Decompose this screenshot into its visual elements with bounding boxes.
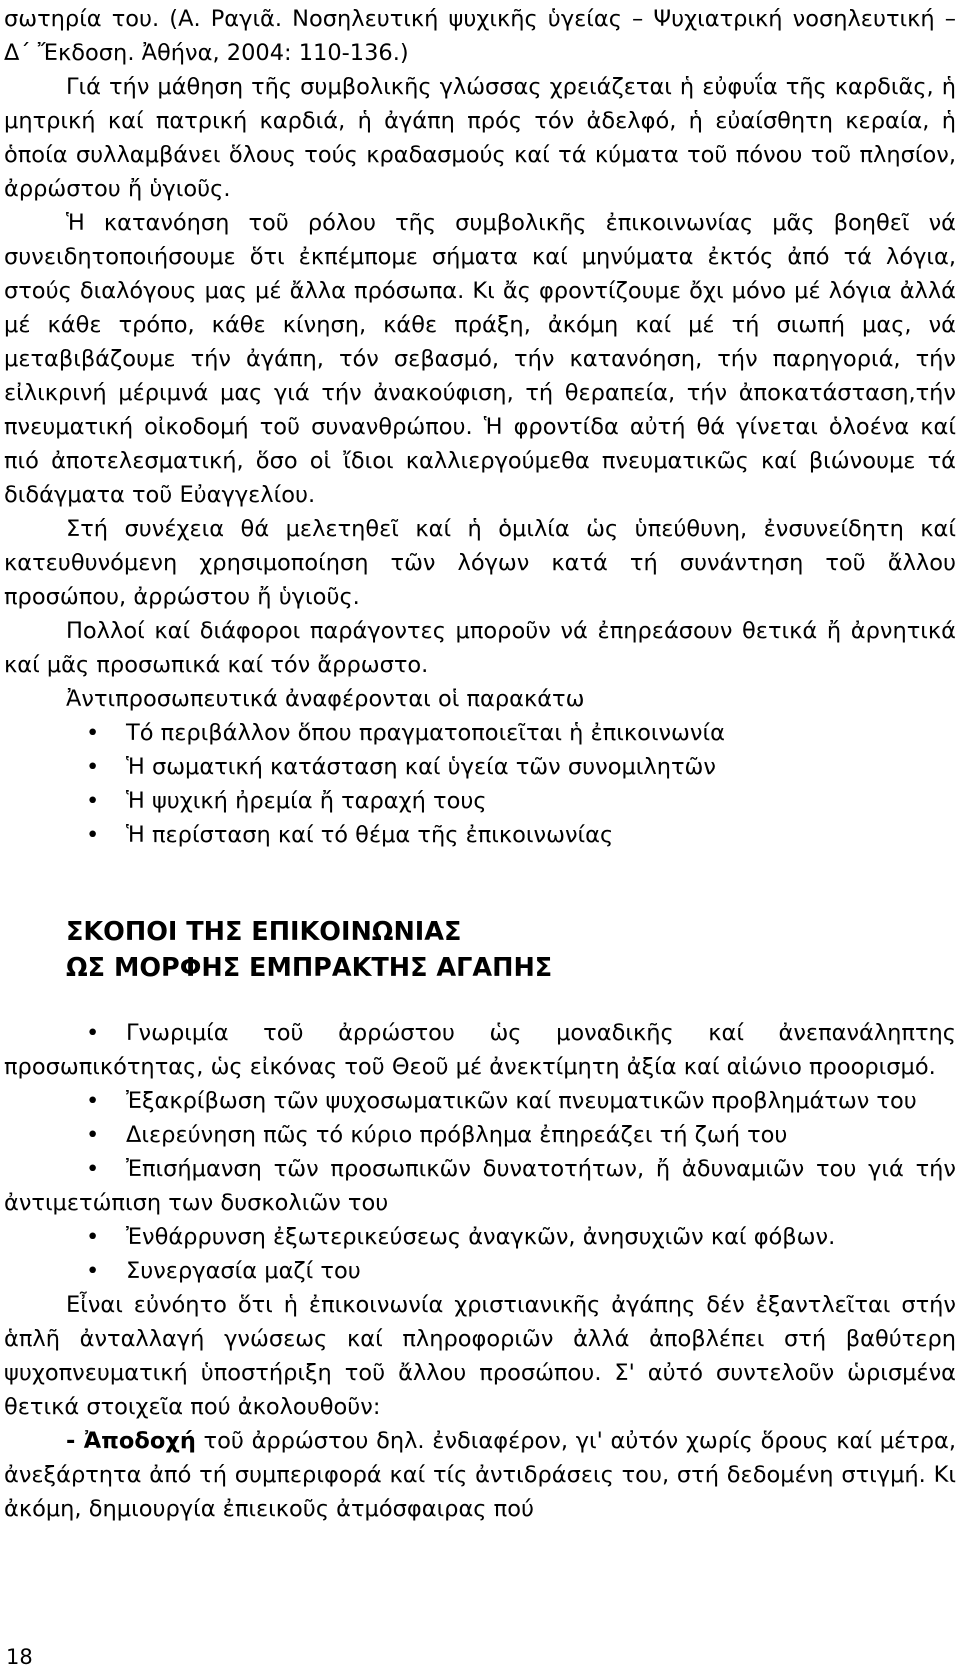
paragraph-speech: Στή συνέχεια θά μελετηθεῖ καί ἡ ὁμιλία ὡς ὑπεύθυνη, ἐνσυνείδητη καί κατευθυνόμενη χρησιμοποίηση τῶν λόγων κατά τή συνάντηση τοῦ ἄλλου προσώπου, ἀρρώστου ἤ ὑγιοῦς. — [4, 516, 956, 610]
heading-gap — [4, 986, 956, 1016]
list-item — [4, 1084, 956, 1118]
list-item — [4, 818, 956, 852]
paragraph-symbolic-language: Γιά τήν μάθηση τῆς συμβολικῆς γλώσσας χρειάζεται ἡ εὐφυΐα τῆς καρδιᾶς, ἡ μητρική καί πατρική καρδιά, ἡ ἀγάπη πρός τόν ἀδελφό, ἡ εὐαίσθητη κεραία, ἡ ὁποία συλλαμβάνει ὅλους τούς κραδασμούς καί τά κύματα τοῦ πόνου τοῦ πλησίον, ἀρρώστου ἤ ὑγιοῦς. — [4, 74, 956, 202]
list-item-text: Συνεργασία μαζί του — [126, 1258, 361, 1284]
bullet-icon: • — [86, 1258, 100, 1284]
list-item — [4, 716, 956, 750]
list-item-text: Ἐνθάρρυνση ἐξωτερικεύσεως ἀναγκῶν, ἀνησυχιῶν καί φόβων. — [126, 1224, 836, 1250]
list-item-text: Διερεύνηση πῶς τό κύριο πρόβλημα ἐπηρεάζει τή ζωή του — [126, 1122, 788, 1148]
acceptance-term: Ἀποδοχή — [83, 1428, 196, 1454]
bullet-icon: • — [86, 1156, 100, 1182]
acceptance-prefix: - — [66, 1428, 84, 1454]
list-item-text: Ἡ σωματική κατάσταση καί ὑγεία τῶν συνομιλητῶν — [126, 754, 716, 780]
list-item-text: Γνωριμία τοῦ ἀρρώστου ὡς μοναδικῆς καί ἀνεπανάληπτης προσωπικότητας, ὡς εἰκόνας τοῦ Θεοῦ μέ ἀνεκτίμητη ἀξία καί αἰώνιο προορισμό. — [4, 1020, 956, 1080]
bullet-icon: • — [86, 720, 100, 746]
section-gap — [4, 852, 956, 914]
bullet-icon: • — [86, 1088, 100, 1114]
list-item — [4, 1016, 956, 1084]
acceptance-text: τοῦ ἀρρώστου δηλ. ἐνδιαφέρον, γι' αὐτόν χωρίς ὅρους καί μέτρα, ἀνεξάρτητα ἀπό τή συμπεριφορά καί τίς ἀντιδράσεις του, στή δεδομένη στιγμή. Κι ἀκόμη, δημιουργία ἐπιεικοῦς ἀτμόσφαιρας πού — [4, 1428, 956, 1522]
bullet-icon: • — [86, 1122, 100, 1148]
list-item — [4, 1118, 956, 1152]
page-body — [4, 2, 956, 1526]
paragraph-symbolic-communication: Ἡ κατανόηση τοῦ ρόλου τῆς συμβολικῆς ἐπικοινωνίας μᾶς βοηθεῖ νά συνειδητοποιήσουμε ὅτι ἐκπέμπομε σήματα καί μηνύματα ἐκτός ἀπό τά λόγια, στούς διαλόγους μας μέ ἄλλα πρόσωπα. Κι ἄς φροντίζουμε ὄχι μόνο μέ λόγια ἀλλά μέ κάθε τρόπο, κάθε κίνηση, κάθε πράξη, ἀκόμη καί μέ τή σιωπή μας, νά μεταβιβάζουμε τήν ἀγάπη, τόν σεβασμό, τήν κατανόηση, τήν παρηγοριά, τήν εἰλικρινή μέριμνά μας γιά τήν ἀνακούφιση, τή θεραπεία, τήν ἀποκατάσταση,τήν πνευματική οἰκοδομή τοῦ συνανθρώπου. Ἡ φροντίδα αὐτή θά γίνεται ὁλοένα καί πιό ἀποτελεσματική, ὅσο οἱ ἴδιοι καλλιεργούμεθα πνευματικῶς καί βιώνουμε τά διδάγματα τοῦ Εὐαγγελίου. — [4, 210, 956, 508]
list-item — [4, 1152, 956, 1220]
paragraph-christian-love: Εἶναι εὐνόητο ὅτι ἡ ἐπικοινωνία χριστιανικῆς ἀγάπης δέν ἐξαντλεῖται στήν ἁπλῆ ἀνταλλαγή γνώσεως καί πληροφοριῶν ἀλλά ἀποβλέπει στή βαθύτερη ψυχοπνευματική ὑποστήριξη τοῦ ἄλλου προσώπου. Σ' αὐτό συντελοῦν ὡρισμένα θετικά στοιχεῖα πού ἀκολουθοῦν: — [4, 1292, 956, 1420]
list-item — [4, 750, 956, 784]
bullet-icon: • — [86, 822, 100, 848]
bullet-icon: • — [86, 754, 100, 780]
list-item — [4, 784, 956, 818]
bullet-icon: • — [86, 1224, 100, 1250]
section-heading-line-1: ΣΚΟΠΟΙ ΤΗΣ ΕΠΙΚΟΙΝΩΝΙΑΣ — [66, 917, 462, 947]
list-item-text: Τό περιβάλλον ὅπου πραγματοποιεῖται ἡ ἐπικοινωνία — [126, 720, 725, 746]
paragraph-representative: Ἀντιπροσωπευτικά ἀναφέρονται οἱ παρακάτω — [66, 686, 585, 712]
list-item-text: Ἐπισήμανση τῶν προσωπικῶν δυνατοτήτων, ἤ ἀδυναμιῶν του γιά τήν ἀντιμετώπιση των δυσκολιῶν του — [4, 1156, 956, 1216]
paragraph-acceptance — [4, 1424, 956, 1526]
factors-list — [4, 716, 956, 852]
list-item-text: Ἐξακρίβωση τῶν ψυχοσωματικῶν καί πνευματικῶν προβλημάτων του — [126, 1088, 917, 1114]
page-number: 18 — [6, 1645, 33, 1669]
section-heading-line-2: ΩΣ ΜΟΡΦΗΣ ΕΜΠΡΑΚΤΗΣ ΑΓΑΠΗΣ — [66, 953, 553, 983]
list-item — [4, 1254, 956, 1288]
goals-list — [4, 1016, 956, 1288]
paragraph-factors: Πολλοί καί διάφοροι παράγοντες μποροῦν νά ἐπηρεάσουν θετικά ἤ ἀρνητικά καί μᾶς προσωπικά καί τόν ἄρρωστο. — [4, 618, 956, 678]
list-item — [4, 1220, 956, 1254]
paragraph-citation: σωτηρία του. (Α. Ραγιᾶ. Νοσηλευτική ψυχικῆς ὑγείας – Ψυχιατρική νοσηλευτική – Δ΄ Ἔκδοση. Ἀθήνα, 2004: 110-136.) — [4, 6, 956, 66]
list-item-text: Ἡ περίσταση καί τό θέμα τῆς ἐπικοινωνίας — [126, 822, 614, 848]
bullet-icon: • — [86, 1020, 100, 1046]
bullet-icon: • — [86, 788, 100, 814]
list-item-text: Ἡ ψυχική ἠρεμία ἤ ταραχή τους — [126, 788, 487, 814]
